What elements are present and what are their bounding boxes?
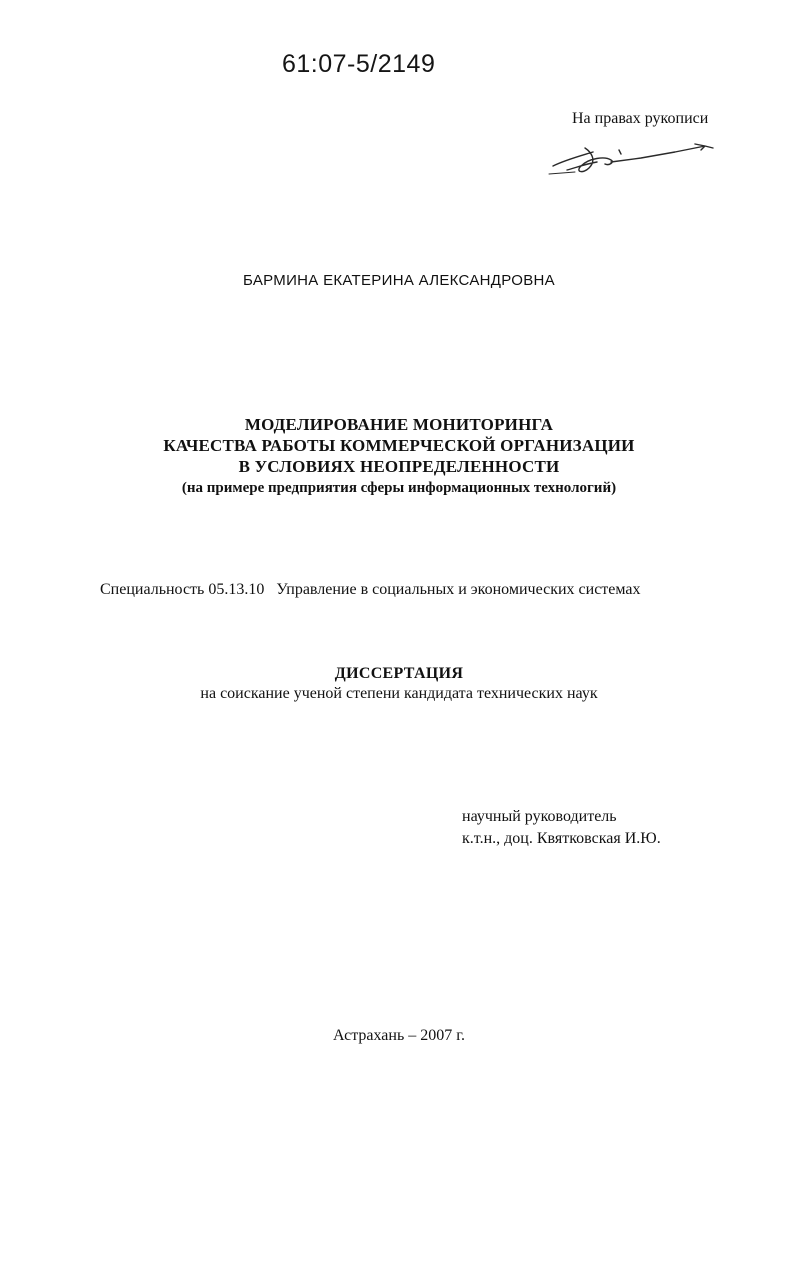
title-line: В УСЛОВИЯХ НЕОПРЕДЕЛЕННОСТИ: [238, 457, 560, 476]
dissertation-block: [0, 664, 798, 704]
document-code: 61:07-5/2149: [282, 50, 436, 78]
dissertation-heading: ДИССЕРТАЦИЯ: [334, 665, 464, 682]
supervisor-name: к.т.н., доц. Квятковская И.Ю.: [462, 830, 661, 847]
dissertation-title: [0, 414, 798, 499]
place-year: Астрахань – 2007 г.: [332, 1027, 466, 1044]
author-name: БАРМИНА ЕКАТЕРИНА АЛЕКСАНДРОВНА: [243, 272, 555, 289]
degree-line: на соискание ученой степени кандидата технических наук: [200, 685, 598, 702]
title-line: КАЧЕСТВА РАБОТЫ КОММЕРЧЕСКОЙ ОРГАНИЗАЦИИ: [163, 436, 635, 455]
signature-image: [545, 138, 720, 178]
rights-note: На правах рукописи: [572, 110, 709, 127]
supervisor-role: научный руководитель: [462, 808, 617, 825]
specialty-name: Управление в социальных и экономических системах: [276, 581, 641, 598]
supervisor-block: [462, 806, 661, 850]
title-subtitle: (на примере предприятия сферы информационных технологий): [181, 480, 617, 496]
specialty-label: Специальность 05.13.10: [100, 581, 265, 598]
specialty-line: [100, 581, 641, 599]
title-line: МОДЕЛИРОВАНИЕ МОНИТОРИНГА: [244, 415, 554, 434]
